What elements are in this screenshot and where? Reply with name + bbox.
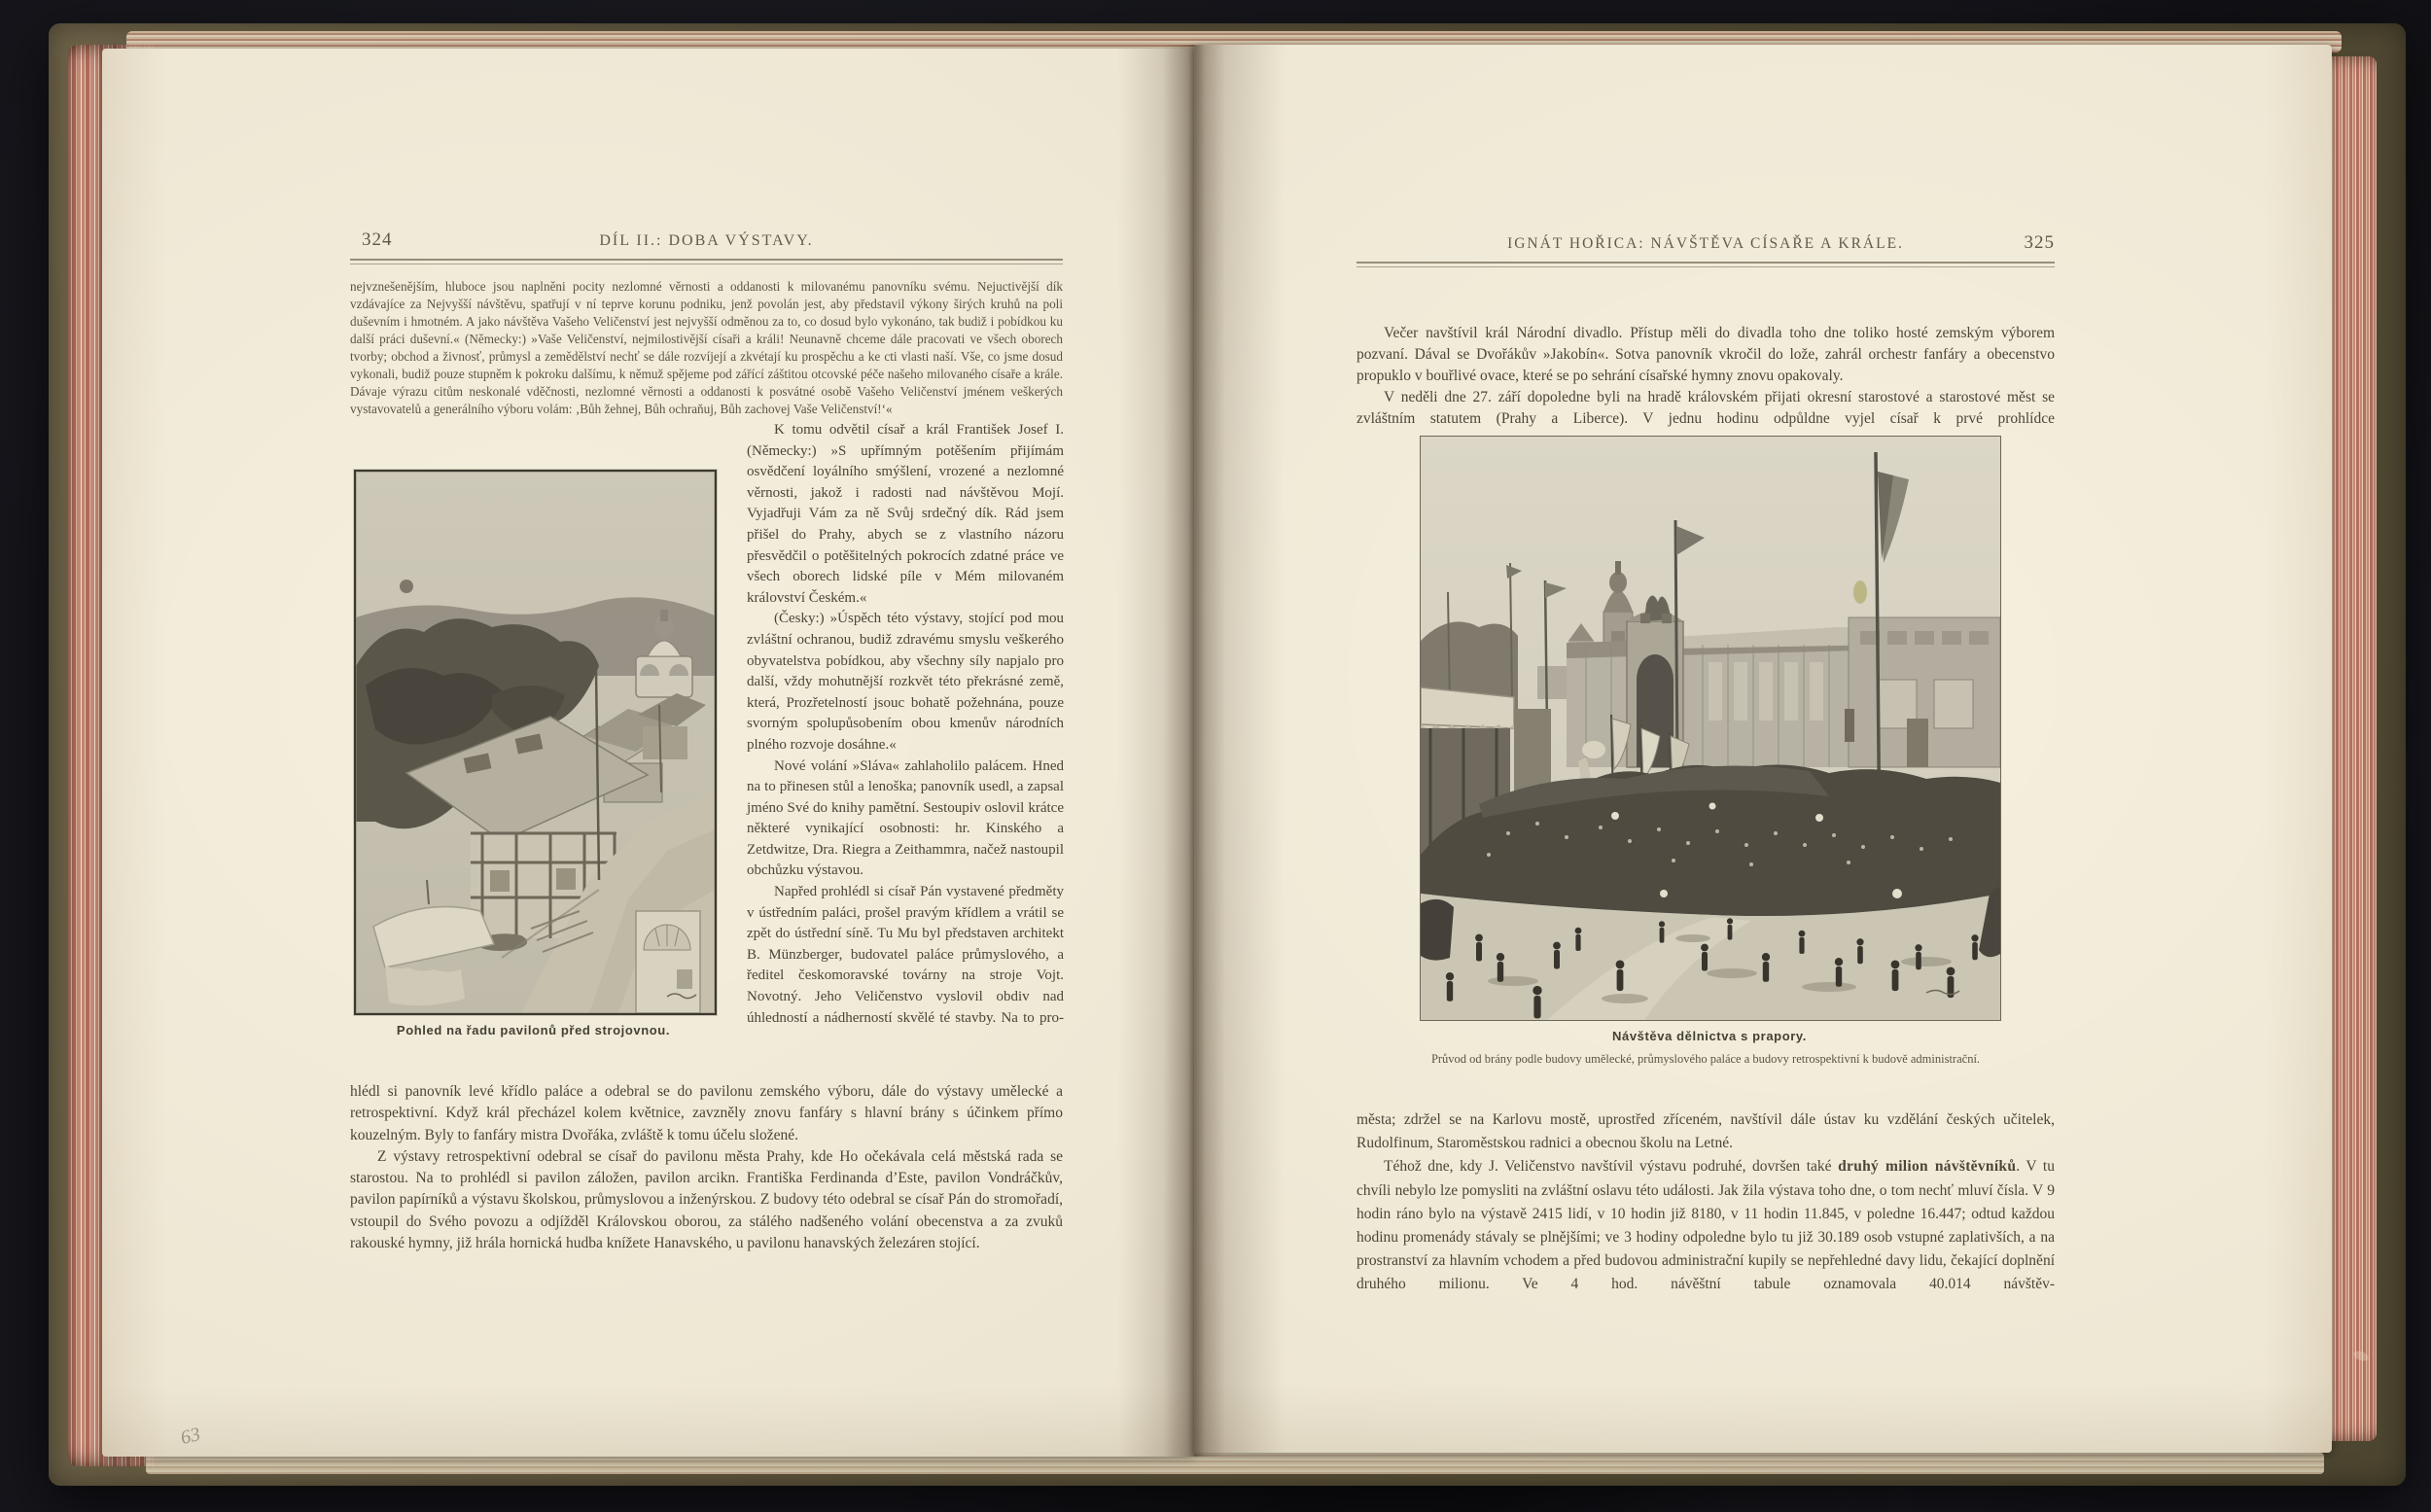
book-gutter-shadow (1163, 45, 1225, 1457)
milestone-bold: druhý milion návštěvníků (1838, 1158, 2017, 1176)
paragraph: (Česky:) »Úspěch této výstavy, stojící pod mou zvláštní ochranou, budiž zdravému smyslu veškerého obyvatelstva pobídkou, aby všechny síly napjalo pro další, vždy mohutnější rozkvět této překrásné země, která, Prozřetelností jsouc bohatě požehnána, pouze svorným spolupůsobením obou kmenův národních plného rozvoje dosáhne.« (747, 611, 1064, 753)
page-number-right: 325 (2024, 232, 2055, 253)
photo-caption-right-sub: Průvod od brány podle budovy umělecké, průmyslového paláce a budovy retrospektivní k budově administrační. (1430, 1052, 1981, 1066)
paragraph: K tomu odvětil císař a král František Josef I. (Německy:) »S upřímným potěšením přijímám osvědčení loyálního smýšlení, vrozené a nezlomné věrnosti, jakož i radosti nad návštěvou Mojí. Vyjadřuji Vám za ně Svůj srdečný dík. Rád jsem přišel do Prahy, abych se z vlastního názoru přesvědčil o potěšitelných pokrocích zdatné práce ve všech oborech lidské píle v Mém milovaném království Českém.« (747, 422, 1064, 606)
page-number-left: 324 (362, 229, 393, 250)
header-rule-left (350, 259, 1063, 264)
photo-workers-visit-with-banners (1420, 436, 2001, 1021)
paragraph: V neděli dne 27. září dopoledne byli na hradě královském přijati okresní starostové a starostové měst se zvláštním statutem (Prahy a Liberce). V jednu hodinu odpůldne vyjel císař k prvé prohlídce (1356, 389, 2055, 427)
right-page-top-text (1356, 323, 2055, 430)
address-to-emperor-paragraph: nejvznešenějším, hluboce jsou naplněni pocity nezlomné věrnosti a oddanosti k milovanému panovníku svému. Nejuctivější dík vzdávajíce za Nejvyšší návštěvu, spatřují v ní teprve korunu podniku, jenž povolán jest, aby představil výkony širých kruhů na poli duševním i hmotném. A jako návštěva Vašeho Veličenství jest nejvyšší odměnou za to, co dosud bylo vykonáno, tak budiž i pobídkou ku další práci duševní.« (Německy:) »Vaše Veličenství, nejmilostivější císaři a králi! Neunavně chceme dále pracovati ve všech oborech tvorby; obchod a živnosť, průmysl a zemědělství nechť se dále rozvíjejí a zkvétají ku prospěchu a ke cti vlasti naší. Vše, co jsme dosud vykonali, budiž pouze stupněm k pokroku dalšímu, k němuž spějeme pod zářící záštitou otcovské péče našeho milovaného císaře a krále. Dávaje výrazu citům neskonalé vděčnosti, nezlomné věrnosti a oddanosti k posvátné osobě Vašeho Veličenství jménem veškerých vystavovatelů a generálního výboru volám: ‚Bůh žehnej, Bůh ochraňuj, Bůh zachovej Vaše Veličenství!‘« (350, 279, 1063, 416)
right-page-bottom-text (1356, 1108, 2055, 1297)
photo-row-of-pavilions (354, 470, 717, 1015)
photo-caption-right-title: Návštěva dělnictva s prapory. (1612, 1029, 1807, 1043)
crowd-illustration (1421, 437, 2000, 1020)
running-title-right: IGNÁT HOŘICA: NÁVŠTĚVA CÍSAŘE A KRÁLE. (1507, 235, 1904, 252)
emperor-reply-column (747, 420, 1064, 1029)
header-rule-right (1356, 262, 2055, 267)
milestone-pre: Téhož dne, kdy J. Veličenstvo navštívil výstavu podruhé, dovršen také (1384, 1158, 1839, 1176)
paragraph: Večer navštívil král Národní divadlo. Přístup měli do divadla toho dne toliko hosté zemským výborem pozvaní. Dával se Dvořákův »Jakobín«. Sotva panovník vkročil do lože, zahrál orchestr fanfáry a obecenstvo propuklo v bouřlivé ovace, které se po sehrání císařské hymny znovu opakovaly. (1356, 325, 2055, 384)
photo-caption-left: Pohled na řadu pavilonů před strojovnou. (396, 1023, 671, 1037)
paragraph: Nové volání »Sláva« zahlaholilo palácem. Hned na to přinesen stůl a lenoška; panovník usedl, a zapsal jméno Své do knihy pamětní. Sestoupiv oslovil krátce některé vynikající osobnosti: hr. Kinského a Zetdwitze, Dra. Riegra a Zeithammra, načež nastoupil obchůzku výstavou. (747, 757, 1064, 879)
paragraph: hlédl si panovník levé křídlo paláce a odebral se do pavilonu zemského výboru, dále do výstavy umělecké a retrospektivní. Když král přecházel kolem květnice, zavzněly znovu fanfáry s hlavní brány s účinkem přímo kouzelným. Byly to fanfáry mistra Dvořáka, zvláště k tomu účelu složené. (350, 1083, 1063, 1143)
running-title-left: DÍL II.: DOBA VÝSTAVY. (599, 232, 814, 249)
milestone-post: . V tu chvíli nebylo lze pomysliti na zvláštní oslavu této události. Jak žila výstava toho dne, o tom nechť mluví čísla. V 9 hodin ráno bylo na výstavě 2415 lidí, v 10 hodin již 8180, v 11 hodin 11.845, v poledne 16.447; odtud každou hodinu promenády stávaly se plnějšími; ve 3 hodiny odpoledne bylo tu již 30.189 osob vstupné zaplativších, a na prostranství za hlavním vchodem a před budovou administrační kupily se nepřehledné davy lidu, čekající doplnění druhého milionu. Ve 4 hod. návěštní tabule oznamovala 40.014 návštěv- (1356, 1158, 2055, 1293)
paragraph-with-milestone (1356, 1155, 2055, 1296)
paragraph: Z výstavy retrospektivní odebral se císař do pavilonu města Prahy, kde Ho očekávala celá městská rada se starostou. Na to prohlédl si pavilon záložen, pavilon arcikn. Františka Ferdinanda d’Este, pavilon Vondráčkův, pavilon papírníků a výstavu školskou, průmyslovou a inženýrskou. Z budovy této odebral se císař Pán do stromořadí, vstoupil do Svého povozu a odjížděl Královskou oborou, za stálého nadšeného volání obecenstva a za zvuků rakouské hymny, již hrála hornická hudba knížete Hanavského, u pavilonu hanavských železáren stojící. (350, 1147, 1063, 1252)
pavilions-illustration (356, 472, 715, 1013)
paragraph: města; zdržel se na Karlovu mostě, uprostřed zříceném, navštívil dále ústav ku vzdělání českých učitelek, Rudolfinum, Staroměstskou radnici a obecnou školu na Letné. (1356, 1111, 2055, 1152)
paragraph: Napřed prohlédl si císař Pán vystavené předměty v ústředním paláci, prošel pravým křídlem a vrátil se zpět do ústřední síně. Tu Mu byl představen architekt B. Münzberger, budovatel paláce průmyslového, a ředitel českomoravské továrny na stroje Vojt. Novotný. Jeho Veličenstvo vyslovil obdiv nad úhledností a nádherností skvělé té stavby. Na to pro- (747, 884, 1064, 1026)
fore-edge-pages-right (2326, 56, 2377, 1441)
left-page-bottom-text (350, 1081, 1063, 1254)
pencil-annotation: 63 (178, 1423, 203, 1450)
